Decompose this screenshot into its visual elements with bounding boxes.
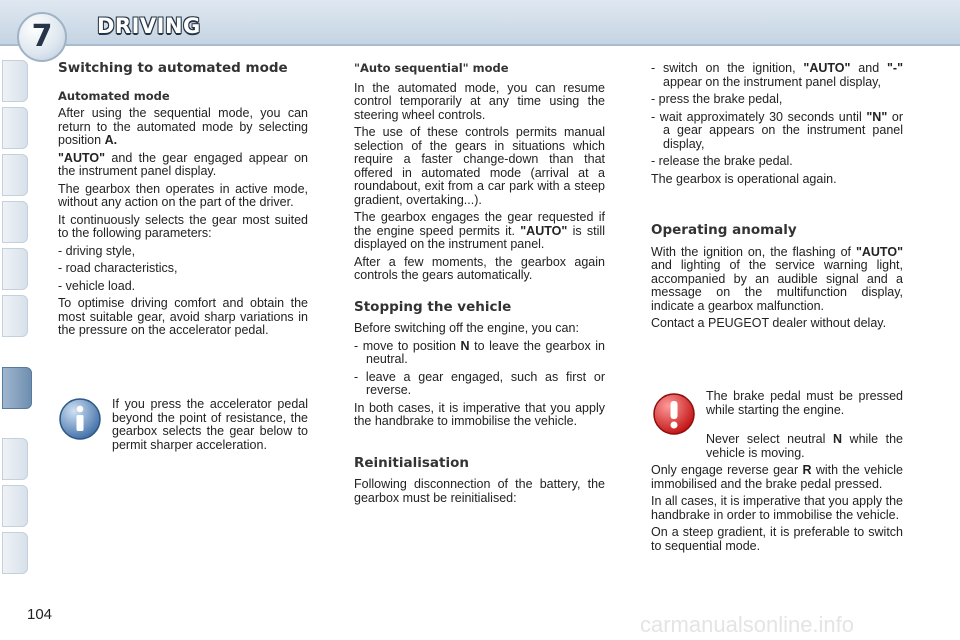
- subsection-title: "Auto sequential" mode: [354, 61, 509, 75]
- info-note: [112, 398, 308, 456]
- paragraph: With the ignition on, the flashing of "AUTO" and lighting of the service warning light, accompanied by an audible signal and a message on the multifunction display, indicate a gearbox malfunction.: [651, 244, 903, 313]
- chapter-tab[interactable]: [2, 107, 28, 149]
- page-number: 104: [27, 606, 53, 623]
- chapter-number: 7: [31, 19, 53, 54]
- section-title: Operating anomaly: [651, 222, 797, 238]
- warning-note: [651, 433, 903, 557]
- list-item: - wait approximately 30 seconds until "N" or a gear appears on the instrument panel display,: [651, 109, 903, 151]
- paragraph: To optimise driving comfort and obtain the most suitable gear, avoid sharp variations in the pressure on the accelerator pedal.: [58, 296, 308, 337]
- watermark: carmanualsonline.info: [640, 612, 855, 637]
- warning-text: In all cases, it is imperative that you apply the handbrake in order to immobilise the vehicle.: [651, 494, 903, 522]
- paragraph: After a few moments, the gearbox again controls the gears automatically.: [354, 254, 605, 282]
- list-item: - road characteristics,: [58, 261, 178, 275]
- paragraph: In both cases, it is imperative that you apply the handbrake to immobilise the vehicle.: [354, 400, 605, 428]
- chapter-tab-active[interactable]: [2, 367, 32, 409]
- paragraph: It continuously selects the gear most suited to the following parameters:: [58, 212, 308, 240]
- paragraph: After using the sequential mode, you can return to the automated mode by selecting position A.: [58, 106, 308, 147]
- info-note-text: If you press the accelerator pedal beyond the point of resistance, the gearbox selects the gear below to permit sharper acceleration.: [112, 397, 308, 452]
- paragraph: Contact a PEUGEOT dealer without delay.: [651, 316, 887, 330]
- section-title: Reinitialisation: [354, 454, 469, 471]
- paragraph: The gearbox is operational again.: [651, 171, 837, 186]
- list-item: - vehicle load.: [58, 278, 136, 293]
- warning-text: On a steep gradient, it is preferable to switch to sequential mode.: [651, 525, 903, 553]
- list-item: - driving style,: [58, 243, 136, 258]
- chapter-tab[interactable]: [2, 295, 28, 337]
- paragraph: The use of these controls permits manual selection of the gears in situations which require a faster change-down than that offered in automated mode (arrival at a roundabout, exit from a car park with a steep gradient, overtaking...).: [354, 125, 605, 207]
- chapter-tabs: [0, 60, 30, 580]
- chapter-tab[interactable]: [2, 201, 28, 243]
- paragraph: The gearbox then operates in active mode, without any action on the part of the driver.: [58, 181, 308, 209]
- info-icon: [58, 397, 102, 445]
- subsection-title: Automated mode: [58, 88, 170, 103]
- chapter-tab[interactable]: [2, 248, 28, 290]
- section-title: Switching to automated mode: [58, 60, 288, 76]
- chapter-tab[interactable]: [2, 438, 28, 480]
- list-item: - leave a gear engaged, such as first or reverse.: [354, 369, 605, 397]
- paragraph: Following disconnection of the battery, the gearbox must be reinitialised:: [354, 477, 605, 505]
- list-item: - move to position N to leave the gearbox in neutral.: [354, 338, 605, 366]
- chapter-number-badge: [17, 12, 67, 62]
- chapter-tab[interactable]: [2, 532, 28, 574]
- chapter-tab[interactable]: [2, 60, 28, 102]
- paragraph: "AUTO" and the gear engaged appear on the instrument panel display.: [58, 150, 308, 178]
- chapter-tab[interactable]: [2, 154, 28, 196]
- paragraph: The gearbox engages the gear requested if the engine speed permits it. "AUTO" is still displayed on the instrument panel.: [354, 210, 605, 251]
- section-title: Stopping the vehicle: [354, 298, 512, 315]
- column-3: [651, 62, 903, 335]
- warning-text: Never select neutral N while the vehicle is moving.: [706, 432, 903, 460]
- chapter-tab[interactable]: [2, 485, 28, 527]
- warning-note-top: [706, 390, 903, 421]
- column-1: [58, 62, 308, 342]
- column-2: [354, 62, 605, 509]
- paragraph: In the automated mode, you can resume control temporarily at any time using the steering wheel controls.: [354, 80, 605, 122]
- chapter-title: DRIVING: [97, 14, 201, 38]
- list-item: - switch on the ignition, "AUTO" and "-" appear on the instrument panel display,: [651, 61, 904, 89]
- warning-text: The brake pedal must be pressed while starting the engine.: [706, 389, 903, 417]
- list-item: - release the brake pedal.: [651, 154, 793, 168]
- list-item: - press the brake pedal,: [651, 92, 783, 106]
- paragraph: Before switching off the engine, you can:: [354, 321, 579, 335]
- warning-text: Only engage reverse gear R with the vehicle immobilised and the brake pedal pressed.: [651, 463, 903, 491]
